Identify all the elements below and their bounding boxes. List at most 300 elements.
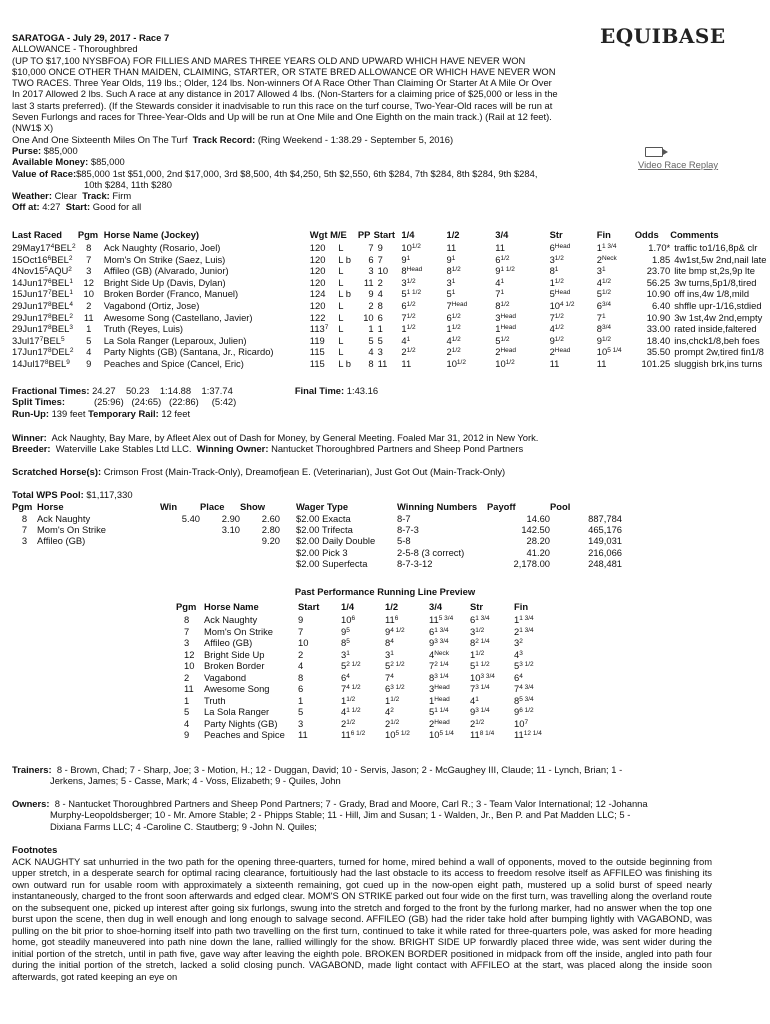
call-q1 bbox=[397, 335, 446, 347]
pp-call-q3 bbox=[429, 637, 470, 649]
payoff: 2,178.00 bbox=[513, 558, 550, 570]
col-pool: Pool bbox=[550, 501, 571, 512]
position-margin: Neck bbox=[434, 649, 450, 657]
post-position: 9 bbox=[368, 288, 374, 300]
position-margin: 3/4 bbox=[602, 324, 612, 332]
call-q3 bbox=[495, 288, 549, 300]
win-payout bbox=[160, 558, 200, 569]
results-header-row bbox=[12, 229, 770, 242]
call-q3 bbox=[495, 312, 549, 324]
pp-call-q2 bbox=[385, 672, 429, 684]
pp-start: 9 bbox=[298, 614, 304, 625]
call-q1 bbox=[397, 323, 446, 335]
col-wps-pgm: Pgm bbox=[12, 501, 33, 512]
position-margin: 1/2 bbox=[500, 300, 510, 308]
video-replay-link[interactable] bbox=[638, 159, 718, 170]
owners-block bbox=[12, 798, 712, 832]
wps-pgm: 3 bbox=[21, 535, 28, 547]
pp-call-fin bbox=[514, 672, 554, 684]
pgm: 7 bbox=[86, 253, 92, 265]
pp-row bbox=[176, 695, 554, 707]
horse-jockey: Bright Side Up (Davis, Dylan) bbox=[103, 276, 226, 288]
position-margin: 2 1/4 bbox=[475, 638, 490, 645]
wager-type: $2.00 Trifecta bbox=[296, 523, 353, 535]
pp-pgm: 3 bbox=[184, 637, 190, 648]
post-position: 5 bbox=[368, 334, 374, 346]
pp-horse: La Sola Ranger bbox=[204, 706, 270, 717]
final-time: 1:43.16 bbox=[346, 385, 379, 396]
call-fin bbox=[597, 323, 635, 335]
position-value: 9 bbox=[401, 253, 407, 265]
pp-call-str bbox=[470, 637, 514, 649]
weather: Clear bbox=[54, 190, 77, 202]
call-q1 bbox=[397, 300, 446, 312]
col-q1: 1/4 bbox=[401, 229, 415, 240]
position-value: 11 bbox=[341, 729, 351, 740]
pp-call-str bbox=[470, 718, 514, 730]
pp-call-q2 bbox=[385, 637, 429, 649]
last-raced-finish: 1 bbox=[69, 289, 73, 297]
position-value: 8 bbox=[446, 265, 452, 277]
last-raced-date: 15Oct16 bbox=[12, 253, 48, 265]
position-margin: 4 1/2 bbox=[390, 626, 405, 634]
pp-call-q3 bbox=[429, 614, 470, 626]
position-margin: 1/2 bbox=[451, 266, 461, 274]
position-margin: 1 1/2 bbox=[475, 661, 490, 668]
col-pp-start: Start bbox=[298, 601, 320, 612]
pp-start: 10 bbox=[298, 637, 309, 648]
position-margin: 1/2 bbox=[554, 254, 564, 262]
call-str bbox=[550, 300, 597, 312]
result-row bbox=[12, 288, 770, 300]
runup-line bbox=[12, 408, 378, 419]
col-pp: PP bbox=[357, 229, 371, 240]
pgm: 2 bbox=[86, 299, 92, 311]
wps-pool: $1,117,330 bbox=[86, 489, 133, 500]
post-position: 11 bbox=[363, 276, 374, 288]
position-value: 7 bbox=[549, 311, 555, 323]
call-q2 bbox=[446, 288, 495, 300]
result-row bbox=[12, 323, 770, 335]
position-value: 6 bbox=[341, 671, 347, 683]
position-margin: 1 1/2 bbox=[406, 289, 422, 297]
position-value: 11 bbox=[401, 357, 412, 369]
position-margin: 1/2 bbox=[406, 347, 416, 355]
position-value: 5 bbox=[596, 288, 602, 300]
position-value: 8 bbox=[470, 637, 476, 648]
track-condition: Firm bbox=[112, 190, 132, 202]
position-value: 7 bbox=[429, 660, 435, 671]
position-margin: 3 1/2 bbox=[519, 661, 534, 668]
position-margin: Head bbox=[554, 289, 571, 297]
pool: 887,784 bbox=[588, 512, 622, 524]
position-value: 5 bbox=[401, 288, 407, 300]
call-q1 bbox=[397, 265, 446, 277]
pp-call-q1 bbox=[341, 614, 385, 626]
off-time: 4:27 bbox=[42, 201, 61, 213]
fractional-label: Fractional Times: bbox=[12, 385, 90, 396]
position-margin: 1/2 bbox=[451, 324, 461, 332]
position-value: 11 bbox=[385, 614, 395, 625]
call-str bbox=[550, 242, 597, 254]
last-raced-track: BEL bbox=[51, 323, 70, 335]
position-margin: 3 3/4 bbox=[480, 672, 495, 680]
position-margin: 1/2 bbox=[505, 358, 515, 366]
position-margin: 3 1/2 bbox=[390, 684, 405, 691]
position-margin: 1 bbox=[451, 254, 456, 262]
comment: rated inside,faltered bbox=[674, 323, 757, 335]
post-position: 10 bbox=[363, 311, 374, 323]
position-margin: 1/2 bbox=[451, 312, 461, 320]
video-replay-label[interactable]: Video Race Replay bbox=[638, 159, 719, 170]
pgm: 3 bbox=[86, 265, 92, 277]
position-value: 3 bbox=[429, 683, 435, 694]
position-value: 3 bbox=[495, 311, 501, 323]
horse-jockey: Ack Naughty (Rosario, Joel) bbox=[103, 242, 221, 253]
pp-call-q1 bbox=[341, 672, 385, 684]
position-margin: 2 1/2 bbox=[346, 661, 361, 668]
position-value: 8 bbox=[495, 299, 501, 311]
pp-start: 4 bbox=[298, 660, 304, 671]
start-label: Start: bbox=[65, 201, 91, 213]
position-value: 8 bbox=[549, 265, 555, 277]
pool: 248,481 bbox=[588, 558, 622, 570]
position-value: 3 bbox=[514, 637, 520, 648]
weight bbox=[310, 242, 338, 254]
pp-call-q3 bbox=[429, 626, 470, 638]
last-raced bbox=[12, 312, 78, 324]
col-place: Place bbox=[200, 501, 225, 512]
wager-type: $2.00 Superfecta bbox=[296, 558, 368, 570]
comment: shffle upr-1/16,stdied bbox=[674, 299, 762, 311]
position-value: 8 bbox=[341, 637, 347, 648]
last-raced-date: 29Jun17 bbox=[12, 323, 48, 335]
condition-line: (UP TO $17,100 NYSBFOA) FOR FILLIES AND MARES THREE YEARS OLD AND UPWARD WHICH HAVE NEVER WON bbox=[12, 54, 526, 66]
payoff-table bbox=[12, 501, 622, 569]
last-raced-track: BEL bbox=[43, 334, 61, 346]
pp-start: 3 bbox=[298, 717, 304, 729]
last-raced-date: 3Jul17 bbox=[12, 334, 40, 346]
horse-jockey: La Sola Ranger (Leparoux, Julien) bbox=[103, 334, 247, 346]
col-pp-pgm: Pgm bbox=[176, 601, 197, 612]
pp-call-str bbox=[470, 660, 514, 672]
win-payout bbox=[160, 524, 200, 535]
call-str bbox=[550, 358, 597, 370]
available-label: Available Money: bbox=[12, 156, 89, 168]
comment: traffic to1/16,8p& clr bbox=[674, 242, 758, 253]
med-equip: L bbox=[338, 242, 344, 253]
pp-start: 2 bbox=[298, 648, 304, 660]
position-value: 3 bbox=[549, 253, 555, 265]
pp-pgm: 4 bbox=[184, 717, 190, 729]
weight bbox=[310, 312, 338, 324]
value-line bbox=[12, 168, 612, 179]
med-equip: L bbox=[338, 265, 344, 277]
pp-horse: Truth bbox=[204, 694, 226, 706]
col-pp-q1: 1/4 bbox=[341, 601, 355, 612]
position-margin: 1/2 bbox=[554, 335, 564, 343]
last-raced-race: 8 bbox=[47, 300, 52, 308]
col-winning-numbers: Winning Numbers bbox=[397, 501, 478, 512]
position-value: 8 bbox=[429, 671, 435, 683]
call-q3 bbox=[495, 277, 549, 289]
position-value: 11 bbox=[549, 357, 560, 369]
call-q3 bbox=[495, 346, 549, 358]
position-margin: 1 bbox=[406, 254, 411, 262]
position-value: 4 bbox=[470, 694, 476, 706]
call-q2 bbox=[446, 346, 495, 358]
pp-call-q2 bbox=[385, 695, 429, 707]
pp-start: 8 bbox=[298, 671, 304, 683]
condition-line: In 2017 Allowed 2 lbs. Such A race at any distance in 2017 Allowed 4 lbs. (Non-Starters for a claiming price of $25,000 or less in the bbox=[12, 88, 558, 100]
pp-call-q1 bbox=[341, 718, 385, 730]
pool: 216,066 bbox=[588, 546, 622, 558]
last-raced-track: AQU bbox=[47, 265, 69, 277]
pp-call-q1 bbox=[341, 637, 385, 649]
position-value: 3 bbox=[446, 276, 452, 288]
call-q1 bbox=[397, 242, 446, 254]
owners-line bbox=[12, 798, 712, 809]
position-value: 7 bbox=[495, 288, 501, 300]
position-value: 5 bbox=[446, 288, 452, 300]
position-value: 8 bbox=[385, 637, 391, 648]
last-raced bbox=[12, 346, 78, 358]
position-margin: 1/2 bbox=[411, 243, 421, 250]
call-q1 bbox=[397, 358, 446, 370]
pp-pgm: 2 bbox=[184, 671, 190, 683]
col-horse: Horse Name (Jockey) bbox=[103, 229, 200, 240]
call-q2 bbox=[446, 277, 495, 289]
call-fin bbox=[597, 335, 635, 347]
weight-value: 122 bbox=[309, 311, 326, 323]
position-value: 10 bbox=[514, 717, 525, 729]
weight bbox=[310, 323, 338, 335]
start-position: 6 bbox=[377, 311, 383, 323]
pp-pgm: 8 bbox=[184, 614, 190, 625]
payoff-row bbox=[12, 524, 622, 535]
pp-call-q3 bbox=[429, 649, 470, 661]
horse-jockey: Truth (Reyes, Luis) bbox=[103, 323, 184, 335]
position-margin: 5 3/4 bbox=[438, 615, 454, 622]
position-value: 10 bbox=[341, 614, 352, 625]
win-payout bbox=[160, 535, 200, 546]
pp-row bbox=[176, 626, 554, 638]
call-q1 bbox=[397, 346, 446, 358]
position-margin: 5 3/4 bbox=[519, 695, 534, 703]
horse-jockey: Party Nights (GB) (Santana, Jr., Ricardo) bbox=[103, 346, 274, 358]
pgm: 11 bbox=[83, 311, 94, 323]
weight-value: 120 bbox=[309, 276, 326, 288]
position-value: 5 bbox=[549, 288, 555, 300]
position-value: 6 bbox=[385, 683, 391, 694]
breeder-line bbox=[12, 443, 538, 454]
last-raced-finish: 3 bbox=[69, 324, 73, 332]
start-status: Good for all bbox=[92, 201, 142, 213]
call-q3 bbox=[495, 242, 549, 254]
winning-owner: Nantucket Thoroughbred Partners and Sheep Pond Partners bbox=[271, 443, 524, 455]
last-raced-track: BEL bbox=[51, 253, 69, 265]
value-of-race: $85,000 1st $51,000, 2nd $17,000, 3rd $8,500, 4th $4,250, 5th $2,550, 6th $284, 7th $284, 8th $284, 9th $284, bbox=[76, 167, 538, 179]
last-raced-finish: 1 bbox=[69, 277, 73, 285]
position-value: 2 bbox=[495, 346, 501, 358]
position-margin: 3 3/4 bbox=[434, 638, 449, 645]
weight-allowance: 7 bbox=[324, 324, 329, 332]
position-value: 1 bbox=[470, 648, 476, 660]
pp-call-str bbox=[470, 706, 514, 718]
position-margin: 1 3/4 bbox=[602, 243, 617, 250]
position-margin: 1 3/4 bbox=[434, 626, 449, 634]
weather-line bbox=[12, 190, 612, 201]
fractions-block bbox=[12, 385, 378, 419]
position-margin: 1/2 bbox=[475, 649, 485, 657]
pp-call-q2 bbox=[385, 626, 429, 638]
last-raced-race: 4 bbox=[50, 243, 55, 250]
pp-call-fin bbox=[514, 718, 554, 730]
weight-value: 119 bbox=[309, 334, 325, 346]
call-q2 bbox=[446, 242, 495, 254]
available-money: $85,000 bbox=[90, 156, 125, 168]
horse-jockey: Vagabond (Ortiz, Jose) bbox=[103, 299, 200, 311]
pp-call-str bbox=[470, 683, 514, 695]
position-value: 9 bbox=[385, 625, 391, 637]
col-q2: 1/2 bbox=[446, 229, 460, 240]
show-payout: 2.80 bbox=[261, 523, 280, 535]
position-margin: 1 bbox=[346, 649, 350, 657]
winner-label: Winner: bbox=[12, 432, 47, 443]
position-value: 9 bbox=[341, 625, 347, 637]
last-raced-track: BEL bbox=[51, 311, 70, 323]
call-str bbox=[550, 323, 597, 335]
call-q3 bbox=[495, 323, 549, 335]
last-raced-race: 7 bbox=[47, 289, 52, 297]
race-title: SARATOGA - July 29, 2017 - Race 7 bbox=[12, 32, 170, 43]
pp-call-q1 bbox=[341, 649, 385, 661]
winning-numbers: 2-5-8 (3 correct) bbox=[397, 546, 465, 558]
last-raced-date: 15Jun17 bbox=[12, 288, 48, 300]
position-margin: 1 3/4 bbox=[519, 626, 534, 634]
odds: 23.70 bbox=[646, 265, 671, 277]
position-margin: 1/2 bbox=[554, 312, 564, 320]
fractional-times-line bbox=[12, 385, 378, 396]
position-value: 6 bbox=[470, 614, 476, 625]
show-payout bbox=[240, 558, 280, 569]
value-label: Value of Race: bbox=[12, 167, 77, 179]
result-row bbox=[12, 300, 770, 312]
track-record: (Ring Weekend - 1:38.29 - September 5, 2016) bbox=[257, 133, 454, 145]
call-fin bbox=[597, 265, 635, 277]
last-raced-race: 6 bbox=[47, 254, 52, 262]
pp-call-q2 bbox=[385, 660, 429, 672]
col-pp-q3: 3/4 bbox=[429, 601, 443, 612]
pp-start: 1 bbox=[298, 694, 304, 706]
position-value: 2 bbox=[446, 346, 452, 358]
position-value: 7 bbox=[514, 683, 520, 694]
position-value: 4 bbox=[446, 334, 452, 346]
position-value: 4 bbox=[596, 276, 602, 288]
position-value: 10 bbox=[446, 357, 457, 369]
odds: 101.25 bbox=[641, 357, 671, 369]
call-str bbox=[550, 288, 597, 300]
pp-pgm: 12 bbox=[184, 648, 195, 660]
pgm: 5 bbox=[86, 334, 92, 346]
position-value: 1 bbox=[429, 694, 435, 706]
position-margin: 3 bbox=[519, 649, 523, 657]
position-margin: 3 1/4 bbox=[475, 684, 490, 691]
start-position: 2 bbox=[377, 276, 383, 288]
distance: One And One Sixteenth Miles On The Turf bbox=[12, 133, 188, 145]
call-fin bbox=[597, 254, 635, 266]
show-payout: 2.60 bbox=[261, 512, 280, 524]
last-raced-finish: 4 bbox=[69, 300, 73, 308]
odds: 33.00 bbox=[646, 323, 671, 335]
owners-text: 8 - Nantucket Thoroughbred Partners and Sheep Pond Partners; 7 - Grady, Brad and Moore, Carl R.; 3 - Team Valor International; 12 -Johanna bbox=[54, 798, 648, 809]
temp-rail-label: Temporary Rail: bbox=[88, 407, 159, 419]
pgm: 9 bbox=[86, 357, 92, 369]
start-position: 7 bbox=[377, 253, 383, 265]
start-position: 1 bbox=[377, 323, 383, 335]
position-margin: 1/2 bbox=[346, 695, 356, 703]
last-raced-date: 17Jun17 bbox=[12, 346, 48, 358]
result-row bbox=[12, 242, 770, 254]
purse: $85,000 bbox=[43, 144, 78, 156]
pp-call-str bbox=[470, 729, 514, 741]
winning-numbers: 8-7-3 bbox=[397, 523, 419, 535]
start-position: 11 bbox=[377, 357, 388, 369]
pgm: 12 bbox=[83, 276, 94, 288]
med-equip: L b bbox=[338, 288, 351, 300]
result-row bbox=[12, 358, 770, 370]
col-start: Start bbox=[373, 229, 395, 240]
pp-call-str bbox=[470, 695, 514, 707]
position-value: 9 bbox=[495, 265, 501, 277]
position-margin: 1 bbox=[390, 649, 394, 657]
result-row bbox=[12, 254, 770, 266]
col-odds: Odds bbox=[634, 229, 659, 240]
start-position: 3 bbox=[377, 346, 383, 358]
wager-type: $2.00 Daily Double bbox=[296, 535, 376, 547]
last-raced-race: 5 bbox=[44, 266, 48, 274]
owners-line-3: Dixiana Farms LLC; 4 -Caroline C. Stautberg; 9 -John N. Quiles; bbox=[50, 820, 317, 832]
position-value: 2 bbox=[549, 346, 555, 358]
position-margin: Head bbox=[434, 695, 450, 703]
position-value: 5 bbox=[514, 660, 520, 671]
call-q2 bbox=[446, 323, 495, 335]
position-margin: 4 bbox=[346, 672, 350, 680]
win-payout bbox=[160, 547, 200, 558]
wps-pgm bbox=[12, 558, 37, 569]
position-margin: 1 bbox=[500, 289, 505, 297]
breeder-label: Breeder: bbox=[12, 443, 51, 455]
place-payout bbox=[200, 558, 240, 569]
payoff: 41.20 bbox=[526, 546, 550, 558]
pp-call-q3 bbox=[429, 718, 470, 730]
position-margin: 1/2 bbox=[475, 626, 485, 634]
position-margin: 5 1/4 bbox=[439, 730, 454, 737]
position-value: 1 bbox=[549, 276, 555, 288]
call-str bbox=[550, 254, 597, 266]
call-str bbox=[550, 277, 597, 289]
result-row bbox=[12, 277, 770, 289]
position-value: 6 bbox=[401, 299, 407, 311]
position-margin: 1 bbox=[406, 335, 411, 343]
call-fin bbox=[597, 358, 635, 370]
split-times-line bbox=[12, 396, 378, 407]
position-margin: 4 1/2 bbox=[346, 684, 361, 691]
pp-call-q2 bbox=[385, 718, 429, 730]
last-raced bbox=[12, 265, 78, 277]
position-value: 8 bbox=[596, 323, 602, 335]
position-margin: 5 1/4 bbox=[607, 347, 622, 355]
